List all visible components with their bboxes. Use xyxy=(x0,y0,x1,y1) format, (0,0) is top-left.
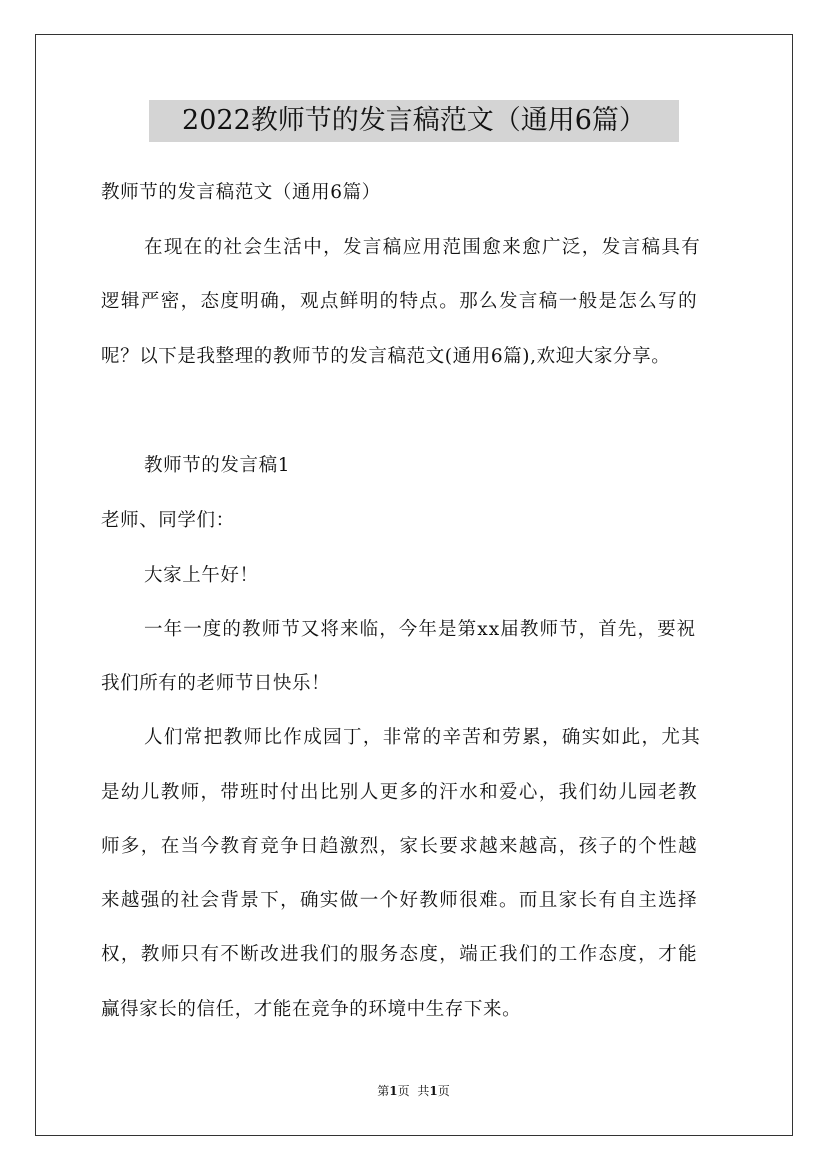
paragraph-line: 一年一度的教师节又将来临，今年是第xx届教师节，首先，要祝 xyxy=(144,619,697,640)
footer-page-suffix: 页 xyxy=(397,1084,410,1098)
paragraph-line: 是幼儿教师，带班时付出比别人更多的汗水和爱心，我们幼儿园老教 xyxy=(101,782,699,803)
intro-line: 在现在的社会生活中，发言稿应用范围愈来愈广泛，发言稿具有 xyxy=(144,237,702,258)
section-heading: 教师节的发言稿1 xyxy=(144,455,291,476)
document-subtitle: 教师节的发言稿范文（通用6篇） xyxy=(101,182,381,203)
footer-total-prefix: 共 xyxy=(417,1084,430,1098)
page-footer xyxy=(0,1083,827,1099)
document-title: 2022教师节的发言稿范文（通用6篇） xyxy=(149,100,679,142)
footer-total-suffix: 页 xyxy=(437,1084,450,1098)
paragraph-line: 权，教师只有不断改进我们的服务态度，端正我们的工作态度，才能 xyxy=(101,944,699,965)
paragraph-line: 我们所有的老师节日快乐！ xyxy=(101,673,331,694)
intro-line: 呢？以下是我整理的教师节的发言稿范文(通用6篇),欢迎大家分享。 xyxy=(101,346,671,367)
paragraph-line: 赢得家长的信任，才能在竞争的环境中生存下来。 xyxy=(101,999,522,1020)
footer-page-total: 1 xyxy=(429,1084,438,1098)
greeting: 大家上午好！ xyxy=(144,565,259,586)
footer-page-current: 1 xyxy=(389,1084,398,1098)
footer-page-prefix: 第 xyxy=(377,1084,390,1098)
salutation: 老师、同学们： xyxy=(101,510,235,531)
paragraph-line: 人们常把教师比作成园丁，非常的辛苦和劳累，确实如此，尤其 xyxy=(144,727,702,748)
intro-line: 逻辑严密，态度明确，观点鲜明的特点。那么发言稿一般是怎么写的 xyxy=(101,291,699,312)
paragraph-line: 来越强的社会背景下，确实做一个好教师很难。而且家长有自主选择 xyxy=(101,890,699,911)
paragraph-line: 师多，在当今教育竞争日趋激烈，家长要求越来越高，孩子的个性越 xyxy=(101,836,699,857)
